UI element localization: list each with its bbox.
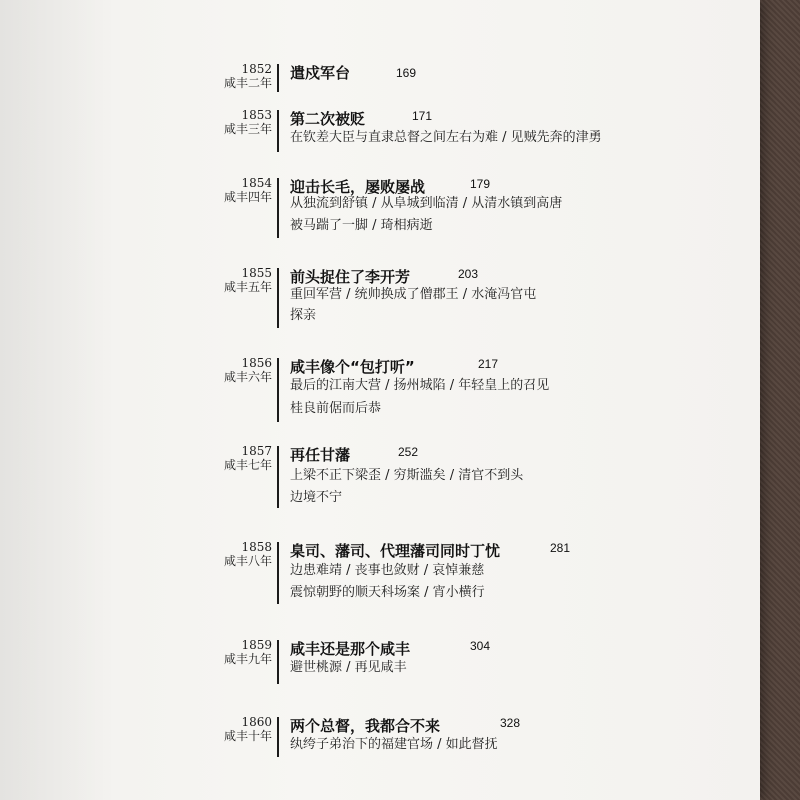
year: 1853 — [241, 108, 272, 122]
title-line — [290, 176, 425, 197]
chapter-title: 遣戍军台 — [290, 64, 351, 82]
year: 1860 — [241, 715, 272, 729]
vertical-rule — [277, 110, 279, 152]
year-block — [222, 715, 272, 743]
title-line — [290, 62, 350, 83]
vertical-rule — [277, 446, 279, 508]
chapter-title: 咸丰还是那个咸丰 — [290, 640, 411, 658]
year: 1858 — [241, 540, 272, 554]
year-block — [222, 176, 272, 204]
reign-label: 咸丰四年 — [223, 190, 272, 204]
reign-label: 咸丰三年 — [223, 122, 272, 136]
title-line — [290, 715, 440, 736]
title-line — [290, 638, 410, 659]
page-number: 203 — [458, 267, 479, 281]
year-block — [222, 540, 272, 568]
vertical-rule — [277, 64, 279, 92]
subtopics-line: 纨绔子弟治下的福建官场 / 如此督抚 — [290, 737, 498, 752]
vertical-rule — [277, 358, 279, 422]
subtopics-line: 从独流到舒镇 / 从阜城到临清 / 从清水镇到高唐 — [290, 196, 563, 211]
page-number: 217 — [478, 357, 499, 371]
subtopics-line: 桂良前倨而后恭 — [290, 401, 382, 416]
subtopics-line: 避世桃源 / 再见咸丰 — [290, 660, 407, 675]
reign-label: 咸丰五年 — [223, 280, 272, 294]
reign-label: 咸丰二年 — [223, 76, 272, 90]
year: 1856 — [241, 356, 272, 370]
subtopics-line: 边境不宁 — [290, 490, 343, 505]
year-block — [222, 444, 272, 472]
title-line — [290, 356, 415, 377]
vertical-rule — [277, 178, 279, 238]
year-block — [222, 62, 272, 90]
subtopics-line: 在钦差大臣与直隶总督之间左右为难 / 见贼先奔的津勇 — [290, 130, 602, 145]
chapter-title: 两个总督，我都合不来 — [290, 717, 441, 735]
year: 1857 — [241, 444, 272, 458]
page-number: 179 — [470, 177, 491, 191]
page-number: 304 — [470, 639, 491, 653]
page-number: 171 — [412, 109, 433, 123]
chapter-title: 咸丰像个“包打听” — [290, 358, 415, 376]
year: 1852 — [241, 62, 272, 76]
subtopics-line: 上梁不正下梁歪 / 穷斯滥矣 / 清官不到头 — [290, 468, 524, 483]
title-line — [290, 444, 350, 465]
vertical-rule — [277, 640, 279, 684]
page-number: 328 — [500, 716, 521, 730]
chapter-title: 臬司、藩司、代理藩司同时丁忧 — [290, 542, 501, 560]
year-block — [222, 356, 272, 384]
page-number: 281 — [550, 541, 571, 555]
chapter-title: 第二次被贬 — [290, 110, 366, 128]
year-block — [222, 108, 272, 136]
reign-label: 咸丰八年 — [223, 554, 272, 568]
page-gutter-shadow — [0, 0, 115, 800]
vertical-rule — [277, 717, 279, 757]
page-number: 252 — [398, 445, 419, 459]
year: 1855 — [241, 266, 272, 280]
subtopics-line: 重回军营 / 统帅换成了僧郡王 / 水淹冯官屯 — [290, 287, 537, 302]
subtopics-line: 被马踹了一脚 / 琦相病逝 — [290, 218, 433, 233]
reign-label: 咸丰九年 — [223, 652, 272, 666]
year: 1854 — [241, 176, 272, 190]
subtopics-line: 边患难靖 / 丧事也敛财 / 哀悼兼慈 — [290, 563, 485, 578]
reign-label: 咸丰六年 — [223, 370, 272, 384]
year-block — [222, 638, 272, 666]
chapter-title: 再任甘藩 — [290, 446, 351, 464]
vertical-rule — [277, 542, 279, 604]
year: 1859 — [241, 638, 272, 652]
chapter-title: 前头捉住了李开芳 — [290, 268, 411, 286]
reign-label: 咸丰十年 — [223, 729, 272, 743]
title-line — [290, 108, 365, 129]
subtopics-line: 最后的江南大营 / 扬州城陷 / 年轻皇上的召见 — [290, 378, 550, 393]
subtopics-line: 震惊朝野的顺天科场案 / 宵小横行 — [290, 585, 485, 600]
subtopics-line: 探亲 — [290, 308, 317, 323]
title-line — [290, 540, 500, 561]
reign-label: 咸丰七年 — [223, 458, 272, 472]
title-line — [290, 266, 410, 287]
page-number: 169 — [396, 66, 417, 80]
year-block — [222, 266, 272, 294]
vertical-rule — [277, 268, 279, 328]
chapter-title: 迎击长毛，屡败屡战 — [290, 178, 426, 196]
